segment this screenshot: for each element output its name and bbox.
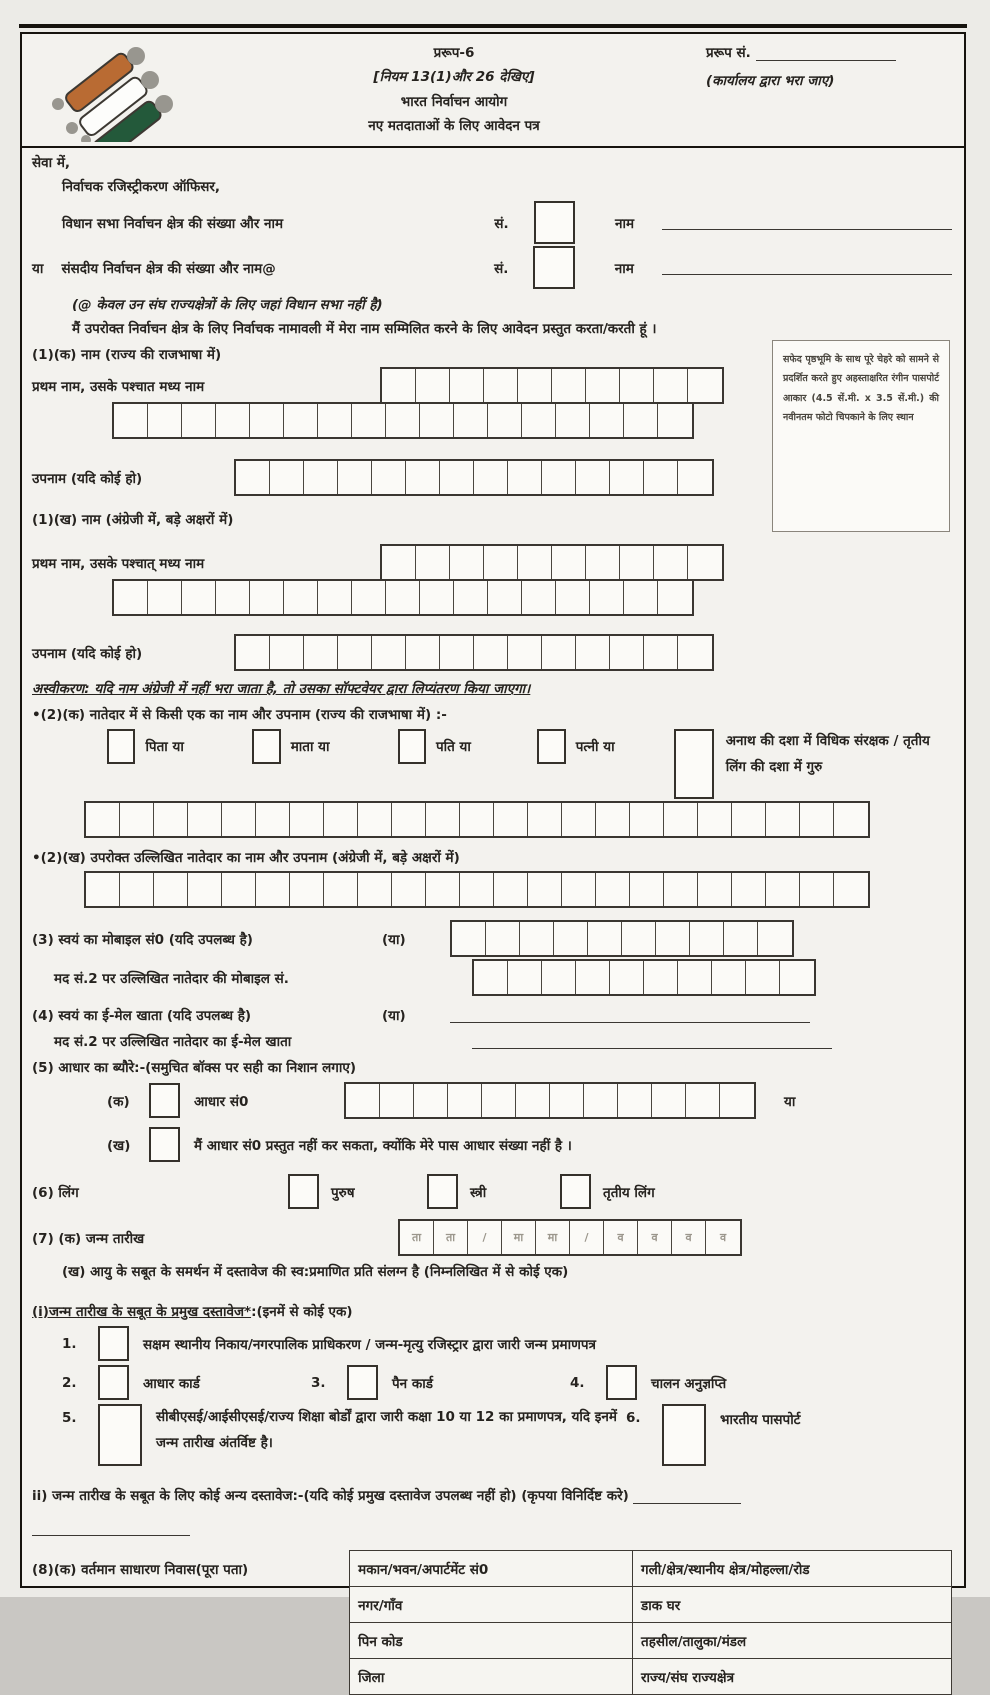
email-or-label: (या): [382, 1008, 406, 1024]
doc3-checkbox[interactable]: [347, 1365, 378, 1400]
dob-docs-heading-rest: :(इनमें से कोई एक): [251, 1304, 353, 1320]
doc1-checkbox[interactable]: [98, 1326, 129, 1361]
transliteration-disclaimer: अस्वीकरण: यदि नाम अंग्रेजी में नहीं भरा जाता है, तो उसका सॉफ्टवेयर द्वारा लिप्यंतरण किया जाएगा।: [32, 681, 531, 697]
gender-female-label: स्त्री: [470, 1184, 487, 1201]
gender-third-checkbox[interactable]: [560, 1174, 591, 1209]
self-email-label: (4) स्वयं का ई-मेल खाता (यदि उपलब्ध है): [32, 1008, 252, 1024]
surname-label-official: उपनाम (यदि कोई हो): [32, 470, 143, 487]
doc6-checkbox[interactable]: [662, 1404, 706, 1466]
parliamentary-number-box[interactable]: [533, 246, 574, 289]
self-mobile-label: (3) स्वयं का मोबाइल सं0 (यदि उपलब्ध है): [32, 931, 253, 948]
self-mobile-grid[interactable]: [450, 920, 794, 957]
dob-label: (7) (क) जन्म तारीख: [32, 1230, 145, 1247]
photo-instructions: सफेद पृष्ठभूमि के साथ पूरे चेहरे को सामने से प्रदर्शित करते हुए अहस्ताक्षरित रंगीन पासपोर्ट आकार (4.5 सें.मी. x 3.5 सें.मी.) की नवीनतम फोटो चिपकाने के लिए स्थान: [783, 354, 939, 424]
assembly-name-line[interactable]: [662, 215, 952, 230]
doc6-number: 6.: [626, 1410, 641, 1426]
or-word: या: [32, 260, 44, 277]
doc2-number: 2.: [62, 1374, 77, 1391]
gender-male-checkbox[interactable]: [288, 1174, 319, 1209]
section-1a-heading: (1)(क) नाम (राज्य की राजभाषा में): [32, 347, 222, 363]
doc4-number: 4.: [570, 1374, 585, 1391]
father-checkbox[interactable]: [107, 729, 135, 764]
gender-third-label: तृतीय लिंग: [603, 1184, 655, 1201]
doc5-number: 5.: [62, 1410, 77, 1426]
office-use-note: (कार्यालय द्वारा भरा जाए): [706, 73, 835, 89]
mother-label: माता या: [290, 739, 330, 755]
husband-checkbox[interactable]: [398, 729, 426, 764]
rule-reference: [नियम 13(1)और 26 देखिए]: [373, 69, 535, 86]
address-table: [349, 1550, 952, 1695]
husband-label: पति या: [435, 739, 471, 755]
mother-checkbox[interactable]: [252, 729, 280, 764]
relative-email-line[interactable]: [472, 1034, 832, 1049]
self-email-line[interactable]: [450, 1008, 810, 1023]
doc1-number: 1.: [62, 1335, 77, 1352]
address-district-cell[interactable]: जिला: [350, 1659, 633, 1695]
surname-grid-english[interactable]: [234, 634, 714, 671]
relative-name-grid-english[interactable]: [84, 871, 870, 908]
guardian-label: अनाथ की दशा में विधिक संरक्षक / तृतीय लिंग की दशा में गुरु: [725, 733, 930, 775]
assembly-constituency-label: विधान सभा निर्वाचन क्षेत्र की संख्या और नाम: [62, 215, 284, 232]
form-no-blank-line[interactable]: [756, 46, 896, 61]
address-postoffice-cell[interactable]: डाक घर: [633, 1587, 952, 1623]
assembly-no-label: सं.: [494, 215, 509, 232]
no-aadhaar-statement: मैं आधार सं0 प्रस्तुत नहीं कर सकता, क्योंकि मेरे पास आधार संख्या नहीं है ।: [194, 1137, 572, 1154]
relative-mobile-label: मद सं.2 पर उल्लिखित नातेदार की मोबाइल सं.: [54, 970, 289, 987]
doc5-label: सीबीएसई/आईसीएसई/राज्य शिक्षा बोर्डों द्वारा जारी कक्षा 10 या 12 का प्रमाणपत्र, यदि इनमें जन्म तारीख अंतर्विष्ट है।: [156, 1409, 617, 1452]
assembly-name-label: नाम: [614, 215, 635, 232]
aadhaar-yes-checkbox[interactable]: [149, 1083, 180, 1118]
other-docs-line2[interactable]: [32, 1521, 190, 1536]
father-label: पिता या: [145, 739, 184, 755]
section-1b-heading: (1)(ख) नाम (अंग्रेजी में, बड़े अक्षरों में): [32, 512, 234, 528]
wife-label: पत्नी या: [575, 739, 615, 755]
address-street-cell[interactable]: गली/क्षेत्र/स्थानीय क्षेत्र/मोहल्ला/रोड: [633, 1551, 952, 1587]
aadhaar-no-label-text: आधार सं0: [194, 1093, 249, 1110]
form-header: [22, 34, 964, 148]
doc1-label: सक्षम स्थानीय निकाय/नगरपालिक प्राधिकरण / जन्म-मृत्यु रजिस्ट्रार द्वारा जारी जन्म प्रमाणपत्र: [143, 1336, 597, 1353]
relative-name-grid-official[interactable]: [84, 801, 870, 838]
org-name: भारत निर्वाचन आयोग: [400, 93, 508, 110]
doc4-label: चालन अनुज्ञप्ति: [651, 1375, 727, 1392]
dob-docs-heading: (i)जन्म तारीख के सबूत के प्रमुख दस्तावेज*: [32, 1304, 252, 1320]
table-row: [350, 1659, 952, 1695]
first-name-label-official: प्रथम नाम, उसके पश्चात मध्य नाम: [32, 378, 205, 395]
assembly-number-box[interactable]: [534, 201, 575, 244]
form-number-title: प्ररूप-6: [433, 45, 475, 61]
ut-footnote: (@ केवल उन संघ राज्यक्षेत्रों के लिए जहां विधान सभा नहीं है): [72, 297, 383, 313]
table-row: [350, 1587, 952, 1623]
aadhaar-b-label: (ख): [107, 1137, 131, 1154]
address-state-cell[interactable]: राज्य/संघ राज्यक्षेत्र: [633, 1659, 952, 1695]
photo-paste-box: [772, 340, 950, 532]
parliamentary-constituency-label: संसदीय निर्वाचन क्षेत्र की संख्या और नाम@: [61, 260, 276, 277]
first-name-grid-english-row2[interactable]: [112, 579, 694, 616]
address-town-cell[interactable]: नगर/गाँव: [350, 1587, 633, 1623]
first-name-grid-official-row1[interactable]: [380, 367, 724, 404]
doc4-checkbox[interactable]: [606, 1365, 637, 1400]
aadhaar-none-checkbox[interactable]: [149, 1127, 180, 1162]
aadhaar-a-label: (क): [107, 1093, 130, 1110]
doc5-checkbox[interactable]: [98, 1404, 142, 1466]
other-docs-label: ii) जन्म तारीख के सबूत के लिए कोई अन्य दस्तावेज:-(यदि कोई प्रमुख दस्तावेज उपलब्ध नहीं हो) (कृपया विनिर्दिष्ट करे): [32, 1488, 629, 1504]
section-5-heading: (5) आधार का ब्यौरे:-(समुचित बॉक्स पर सही का निशान लगाए): [32, 1060, 357, 1076]
relative-email-label: मद सं.2 पर उल्लिखित नातेदार का ई-मेल खाता: [54, 1034, 292, 1050]
section-2b-heading: •(2)(ख) उपरोक्त उल्लिखित नातेदार का नाम और उपनाम (अंग्रेजी में, बड़े अक्षरों में): [32, 850, 460, 866]
gender-female-checkbox[interactable]: [427, 1174, 458, 1209]
table-row: [350, 1551, 952, 1587]
gender-heading: (6) लिंग: [32, 1184, 79, 1201]
form-subtitle: नए मतदाताओं के लिए आवेदन पत्र: [368, 117, 540, 134]
first-name-grid-english-row1[interactable]: [380, 544, 724, 581]
address-heading: (8)(क) वर्तमान साधारण निवास(पूरा पता): [32, 1562, 249, 1578]
age-proof-note: (ख) आयु के सबूत के समर्थन में दस्तावेज की स्व:प्रमाणित प्रति संलग्न है (निम्नलिखित में से कोई एक): [62, 1264, 569, 1280]
surname-label-english: उपनाम (यदि कोई हो): [32, 645, 143, 662]
table-row: [350, 1623, 952, 1659]
gender-male-label: पुरुष: [331, 1184, 355, 1201]
eci-logo-icon: [44, 44, 179, 142]
surname-grid-official[interactable]: [234, 459, 714, 496]
address-house-cell[interactable]: मकान/भवन/अपार्टमेंट सं0: [350, 1551, 633, 1587]
aadhaar-or-word: या: [784, 1093, 796, 1110]
form-border: [20, 32, 966, 1686]
other-docs-line1[interactable]: [633, 1489, 741, 1504]
dob-grid[interactable]: ता ता / मा मा / व व व व: [398, 1219, 742, 1256]
parliamentary-name-label: नाम: [614, 260, 634, 277]
doc2-label: आधार कार्ड: [143, 1375, 200, 1392]
first-name-label-english: प्रथम नाम, उसके पश्चात् मध्य नाम: [32, 555, 205, 572]
parliamentary-no-label: सं.: [494, 260, 509, 277]
application-declaration: मैं उपरोक्त निर्वाचन क्षेत्र के लिए निर्वाचक नामावली में मेरा नाम सम्मिलित करने के लिए आवेदन प्रस्तुत करता/करती हूं ।: [72, 321, 657, 337]
doc6-label: भारतीय पासपोर्ट: [720, 1412, 801, 1428]
aadhaar-number-grid[interactable]: [344, 1082, 756, 1119]
relative-mobile-grid[interactable]: [472, 959, 816, 996]
form-no-label: प्ररूप सं.: [706, 45, 751, 61]
section-2a-heading: •(2)(क) नातेदार में से किसी एक का नाम और उपनाम (राज्य की राजभाषा में) :-: [32, 707, 447, 723]
address-pincode-cell[interactable]: पिन कोड: [350, 1623, 633, 1659]
addressee-to: सेवा में,: [32, 155, 71, 171]
doc2-checkbox[interactable]: [98, 1365, 129, 1400]
eci-logo: [22, 34, 202, 146]
mobile-or-label: (या): [382, 931, 406, 948]
addressee-officer: निर्वाचक रजिस्ट्रीकरण ऑफिसर,: [62, 179, 221, 195]
doc3-number: 3.: [311, 1374, 326, 1391]
guardian-checkbox[interactable]: [674, 729, 714, 799]
address-tehsil-cell[interactable]: तहसील/तालुका/मंडल: [633, 1623, 952, 1659]
doc3-label: पैन कार्ड: [392, 1375, 433, 1392]
wife-checkbox[interactable]: [537, 729, 565, 764]
parliamentary-name-line[interactable]: [662, 260, 952, 275]
first-name-grid-official-row2[interactable]: [112, 402, 694, 439]
